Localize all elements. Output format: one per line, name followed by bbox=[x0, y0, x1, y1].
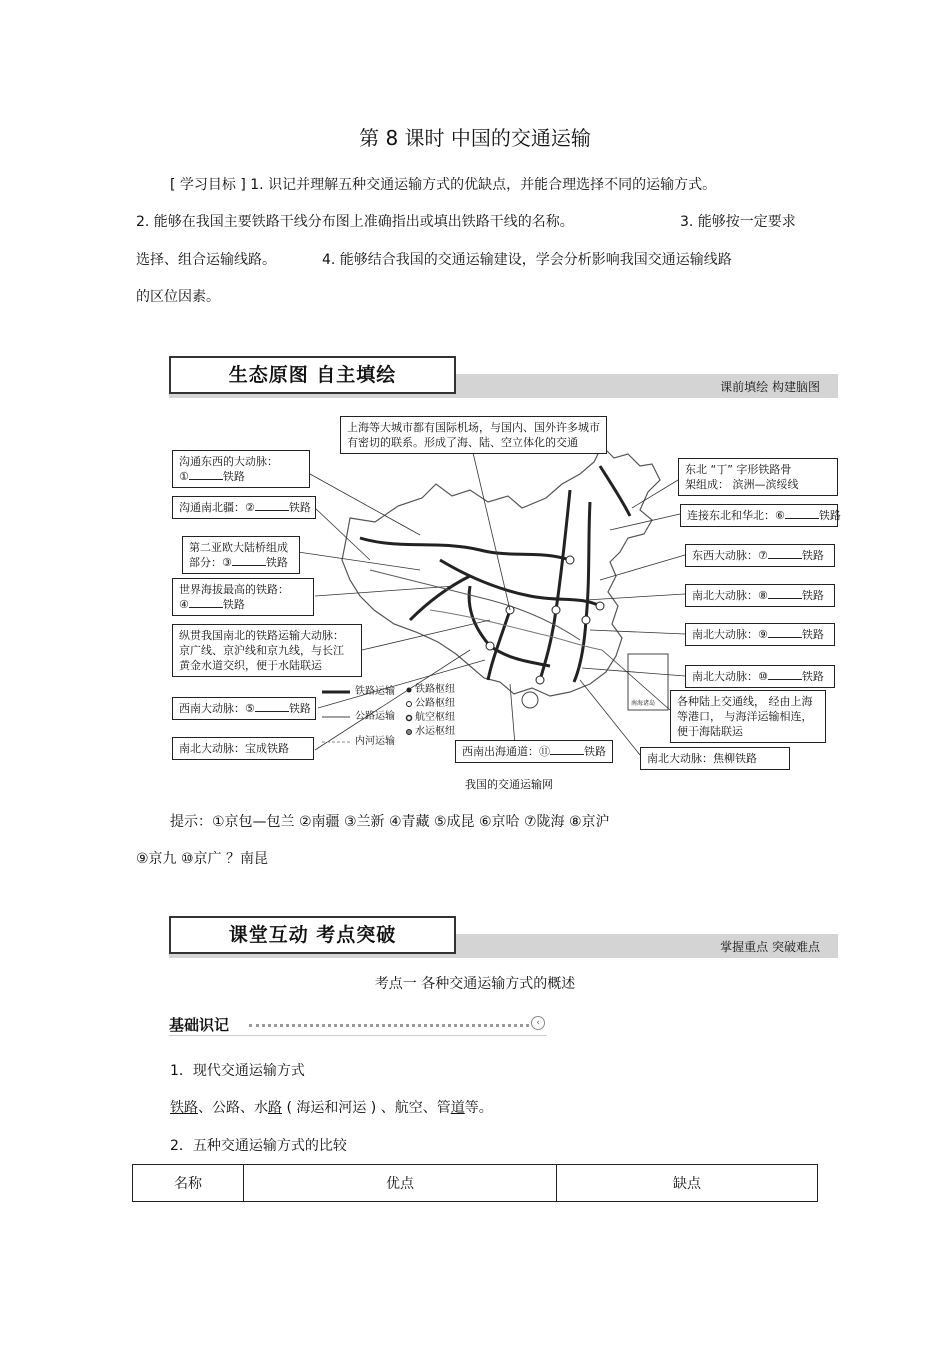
legend-water-hub-label: 水运枢纽 bbox=[415, 726, 455, 737]
label-baocheng bbox=[172, 737, 314, 760]
label-text: 南北大动脉：⑧ bbox=[692, 589, 768, 602]
label-text: 便于海陆联运 bbox=[677, 725, 743, 738]
text-segment: 路 bbox=[268, 1100, 282, 1116]
label-text: 世界海拔最高的铁路： bbox=[179, 583, 289, 596]
text-segment: 、公路、水 bbox=[198, 1100, 268, 1116]
label-text: 铁路 bbox=[265, 556, 288, 569]
railway-line bbox=[600, 466, 630, 516]
label-text: 等港口， 与海洋运输相连， bbox=[677, 710, 813, 723]
transport-map-figure bbox=[170, 410, 840, 795]
label-text: 铁路 bbox=[801, 628, 824, 641]
label-north-south-trunk bbox=[172, 624, 362, 677]
label-jiaoliu bbox=[640, 747, 790, 770]
jichu-heading: 基础识记 bbox=[169, 1016, 230, 1034]
fill-blank bbox=[550, 744, 584, 755]
label-top-airport bbox=[340, 416, 607, 454]
legend-road-hub-label: 公路枢纽 bbox=[415, 698, 455, 709]
label-text: 南北大动脉：⑩ bbox=[692, 670, 768, 683]
text-segment: 铁路 bbox=[170, 1100, 198, 1116]
hub-marker bbox=[536, 676, 544, 684]
label-text: 沟通南北疆：② bbox=[179, 501, 255, 514]
jichu-heading-block bbox=[169, 1013, 547, 1037]
text-segment: 等。 bbox=[464, 1100, 493, 1116]
legend-rail-hub-label: 铁路枢纽 bbox=[415, 684, 455, 695]
kaodian-heading: 考点一 各种交通运输方式的概述 bbox=[374, 976, 576, 992]
label-text: 部分：③ bbox=[189, 556, 232, 569]
objectives-line-4: 的区位因素。 bbox=[136, 289, 220, 305]
table-header-cell: 名称 bbox=[133, 1165, 244, 1202]
map-caption: 我国的交通运输网 bbox=[465, 778, 553, 791]
fill-blank bbox=[785, 508, 819, 519]
label-text: 连接东北和华北：⑥ bbox=[687, 509, 785, 522]
label-eurasia-bridge bbox=[182, 536, 300, 574]
objectives-line-2b: 3. 能够按一定要求 bbox=[680, 214, 796, 230]
banner-subtitle: 掌握重点 突破难点 bbox=[720, 940, 820, 954]
label-top-airport-line2: 有密切的联系。形成了海、陆、空立体化的交通 bbox=[347, 436, 578, 449]
comparison-table bbox=[132, 1164, 818, 1202]
objectives-line-3a: 选择、组合运输线路。 bbox=[136, 252, 276, 268]
section-banner-1 bbox=[169, 356, 838, 400]
leader-lines bbox=[298, 440, 685, 755]
page-title: 第 8 课时 中国的交通运输 bbox=[359, 126, 591, 150]
banner-title: 课堂互动 考点突破 bbox=[169, 916, 456, 954]
legend-rail-hub-symbol bbox=[407, 688, 412, 693]
fill-blank bbox=[768, 548, 802, 559]
road-line bbox=[370, 570, 580, 640]
fill-blank bbox=[768, 627, 802, 638]
railway-line bbox=[440, 560, 600, 606]
fill-blank bbox=[255, 500, 289, 511]
text-segment: ( 海运和河运 ) 、航空、管 bbox=[282, 1100, 451, 1116]
label-northeast-t bbox=[678, 458, 838, 496]
label-text: ① bbox=[179, 470, 189, 483]
label-text: 南北大动脉：⑨ bbox=[692, 628, 768, 641]
label-text: 东西大动脉：⑦ bbox=[692, 549, 768, 562]
objectives-line-1: [ 学习目标 ] 1. 识记并理解五种交通运输方式的优缺点，并能合理选择不同的运输方式。 bbox=[170, 177, 717, 193]
hints-line-1: 提示：①京包—包兰 ②南疆 ③兰新 ④青藏 ⑤成昆 ⑥京哈 ⑦陇海 ⑧京沪 bbox=[170, 814, 610, 830]
railway-line bbox=[540, 490, 570, 680]
objectives-line-3b: 4. 能够结合我国的交通运输建设，学会分析影响我国交通运输线路 bbox=[322, 252, 732, 268]
legend-road-hub-symbol bbox=[407, 702, 412, 707]
label-text: 铁路 bbox=[222, 470, 245, 483]
label-north-south-10 bbox=[685, 665, 835, 688]
label-text: 铁路 bbox=[288, 702, 311, 715]
legend-rail-label: 铁路运输 bbox=[355, 686, 395, 697]
label-text: 第二亚欧大陆桥组成 bbox=[189, 541, 288, 554]
label-text: 铁路 bbox=[288, 501, 311, 514]
label-text: 纵贯我国南北的铁路运输大动脉： bbox=[179, 629, 344, 642]
dotted-rule bbox=[249, 1024, 529, 1027]
item-1-text bbox=[170, 1098, 493, 1118]
label-text: 南北大动脉：焦柳铁路 bbox=[647, 752, 757, 765]
table-header-row bbox=[133, 1165, 818, 1202]
label-southwest-artery bbox=[172, 697, 316, 720]
label-text: 架组成： 滨洲—滨绥线 bbox=[685, 478, 799, 491]
label-text: 铁路 bbox=[801, 670, 824, 683]
railway-line bbox=[360, 538, 570, 560]
label-text: 京广线、京沪线和京九线，与长江 bbox=[179, 644, 344, 657]
river-line bbox=[430, 610, 602, 650]
hainan-island bbox=[522, 692, 538, 708]
label-sea-land bbox=[670, 690, 826, 743]
legend-air-hub-symbol bbox=[407, 716, 412, 721]
chevron-left-icon: ‹ bbox=[531, 1016, 545, 1030]
banner-title: 生态原图 自主填绘 bbox=[169, 356, 456, 394]
label-east-west-7 bbox=[685, 544, 835, 567]
objectives-line-2a: 2. 能够在我国主要铁路干线分布图上准确指出或填出铁路干线的名称。 bbox=[136, 214, 574, 230]
label-south-xinjiang bbox=[172, 496, 316, 519]
label-text: 铁路 bbox=[584, 745, 606, 758]
label-text: 铁路 bbox=[801, 549, 824, 562]
label-text: 铁路 bbox=[222, 598, 245, 611]
fill-blank bbox=[189, 469, 223, 480]
legend-road-label: 公路运输 bbox=[355, 711, 395, 722]
label-text: 东北 “丁” 字形铁路骨 bbox=[685, 463, 792, 476]
fill-blank bbox=[255, 701, 289, 712]
inset-label: 南海诸岛 bbox=[631, 700, 656, 707]
label-highest-railway bbox=[172, 578, 314, 616]
label-text: ④ bbox=[179, 598, 189, 611]
label-text: 黄金水道交织，便于水陆联运 bbox=[179, 659, 322, 672]
legend-water-hub-symbol bbox=[407, 730, 412, 735]
hints-line-2: ⑨京九 ⑩京广 ？南昆 bbox=[136, 851, 269, 867]
section-banner-2 bbox=[169, 916, 838, 960]
table-header-cell: 优点 bbox=[244, 1165, 557, 1202]
hub-marker bbox=[486, 642, 494, 650]
label-top-airport-line1: 上海等大城市都有国际机场，与国内、国外许多城市 bbox=[347, 421, 600, 434]
banner-subtitle: 课前填绘 构建脑图 bbox=[720, 380, 820, 394]
fill-blank bbox=[232, 555, 266, 566]
text-segment: 道 bbox=[450, 1100, 465, 1116]
label-text: 铁路 bbox=[818, 509, 841, 522]
label-text: 南北大动脉：宝成铁路 bbox=[179, 742, 289, 755]
label-text: 铁路 bbox=[801, 589, 824, 602]
label-southwest-sea bbox=[455, 740, 613, 763]
fill-blank bbox=[189, 597, 223, 608]
label-north-south-9 bbox=[685, 623, 835, 646]
railway-line bbox=[574, 502, 590, 682]
label-text: 西南出海通道：⑪ bbox=[462, 745, 550, 758]
item-1-heading: 1．现代交通运输方式 bbox=[170, 1063, 305, 1079]
table-header-cell: 缺点 bbox=[557, 1165, 818, 1202]
label-northeast-north bbox=[680, 504, 841, 527]
hub-marker bbox=[582, 616, 590, 624]
label-north-south-8 bbox=[685, 584, 835, 607]
fill-blank bbox=[768, 588, 802, 599]
label-text: 西南大动脉：⑤ bbox=[179, 702, 255, 715]
fill-blank bbox=[768, 669, 802, 680]
label-east-west-artery bbox=[172, 450, 310, 488]
legend-river-label: 内河运输 bbox=[355, 736, 395, 747]
label-text: 各种陆上交通线， 经由上海 bbox=[677, 695, 813, 708]
hub-marker bbox=[552, 606, 560, 614]
heading-underline bbox=[169, 1035, 547, 1036]
hub-marker bbox=[566, 556, 574, 564]
hub-marker bbox=[596, 602, 604, 610]
item-2-heading: 2．五种交通运输方式的比较 bbox=[170, 1138, 347, 1154]
legend-air-hub-label: 航空枢纽 bbox=[415, 712, 455, 723]
label-text: 沟通东西的大动脉： bbox=[179, 455, 278, 468]
